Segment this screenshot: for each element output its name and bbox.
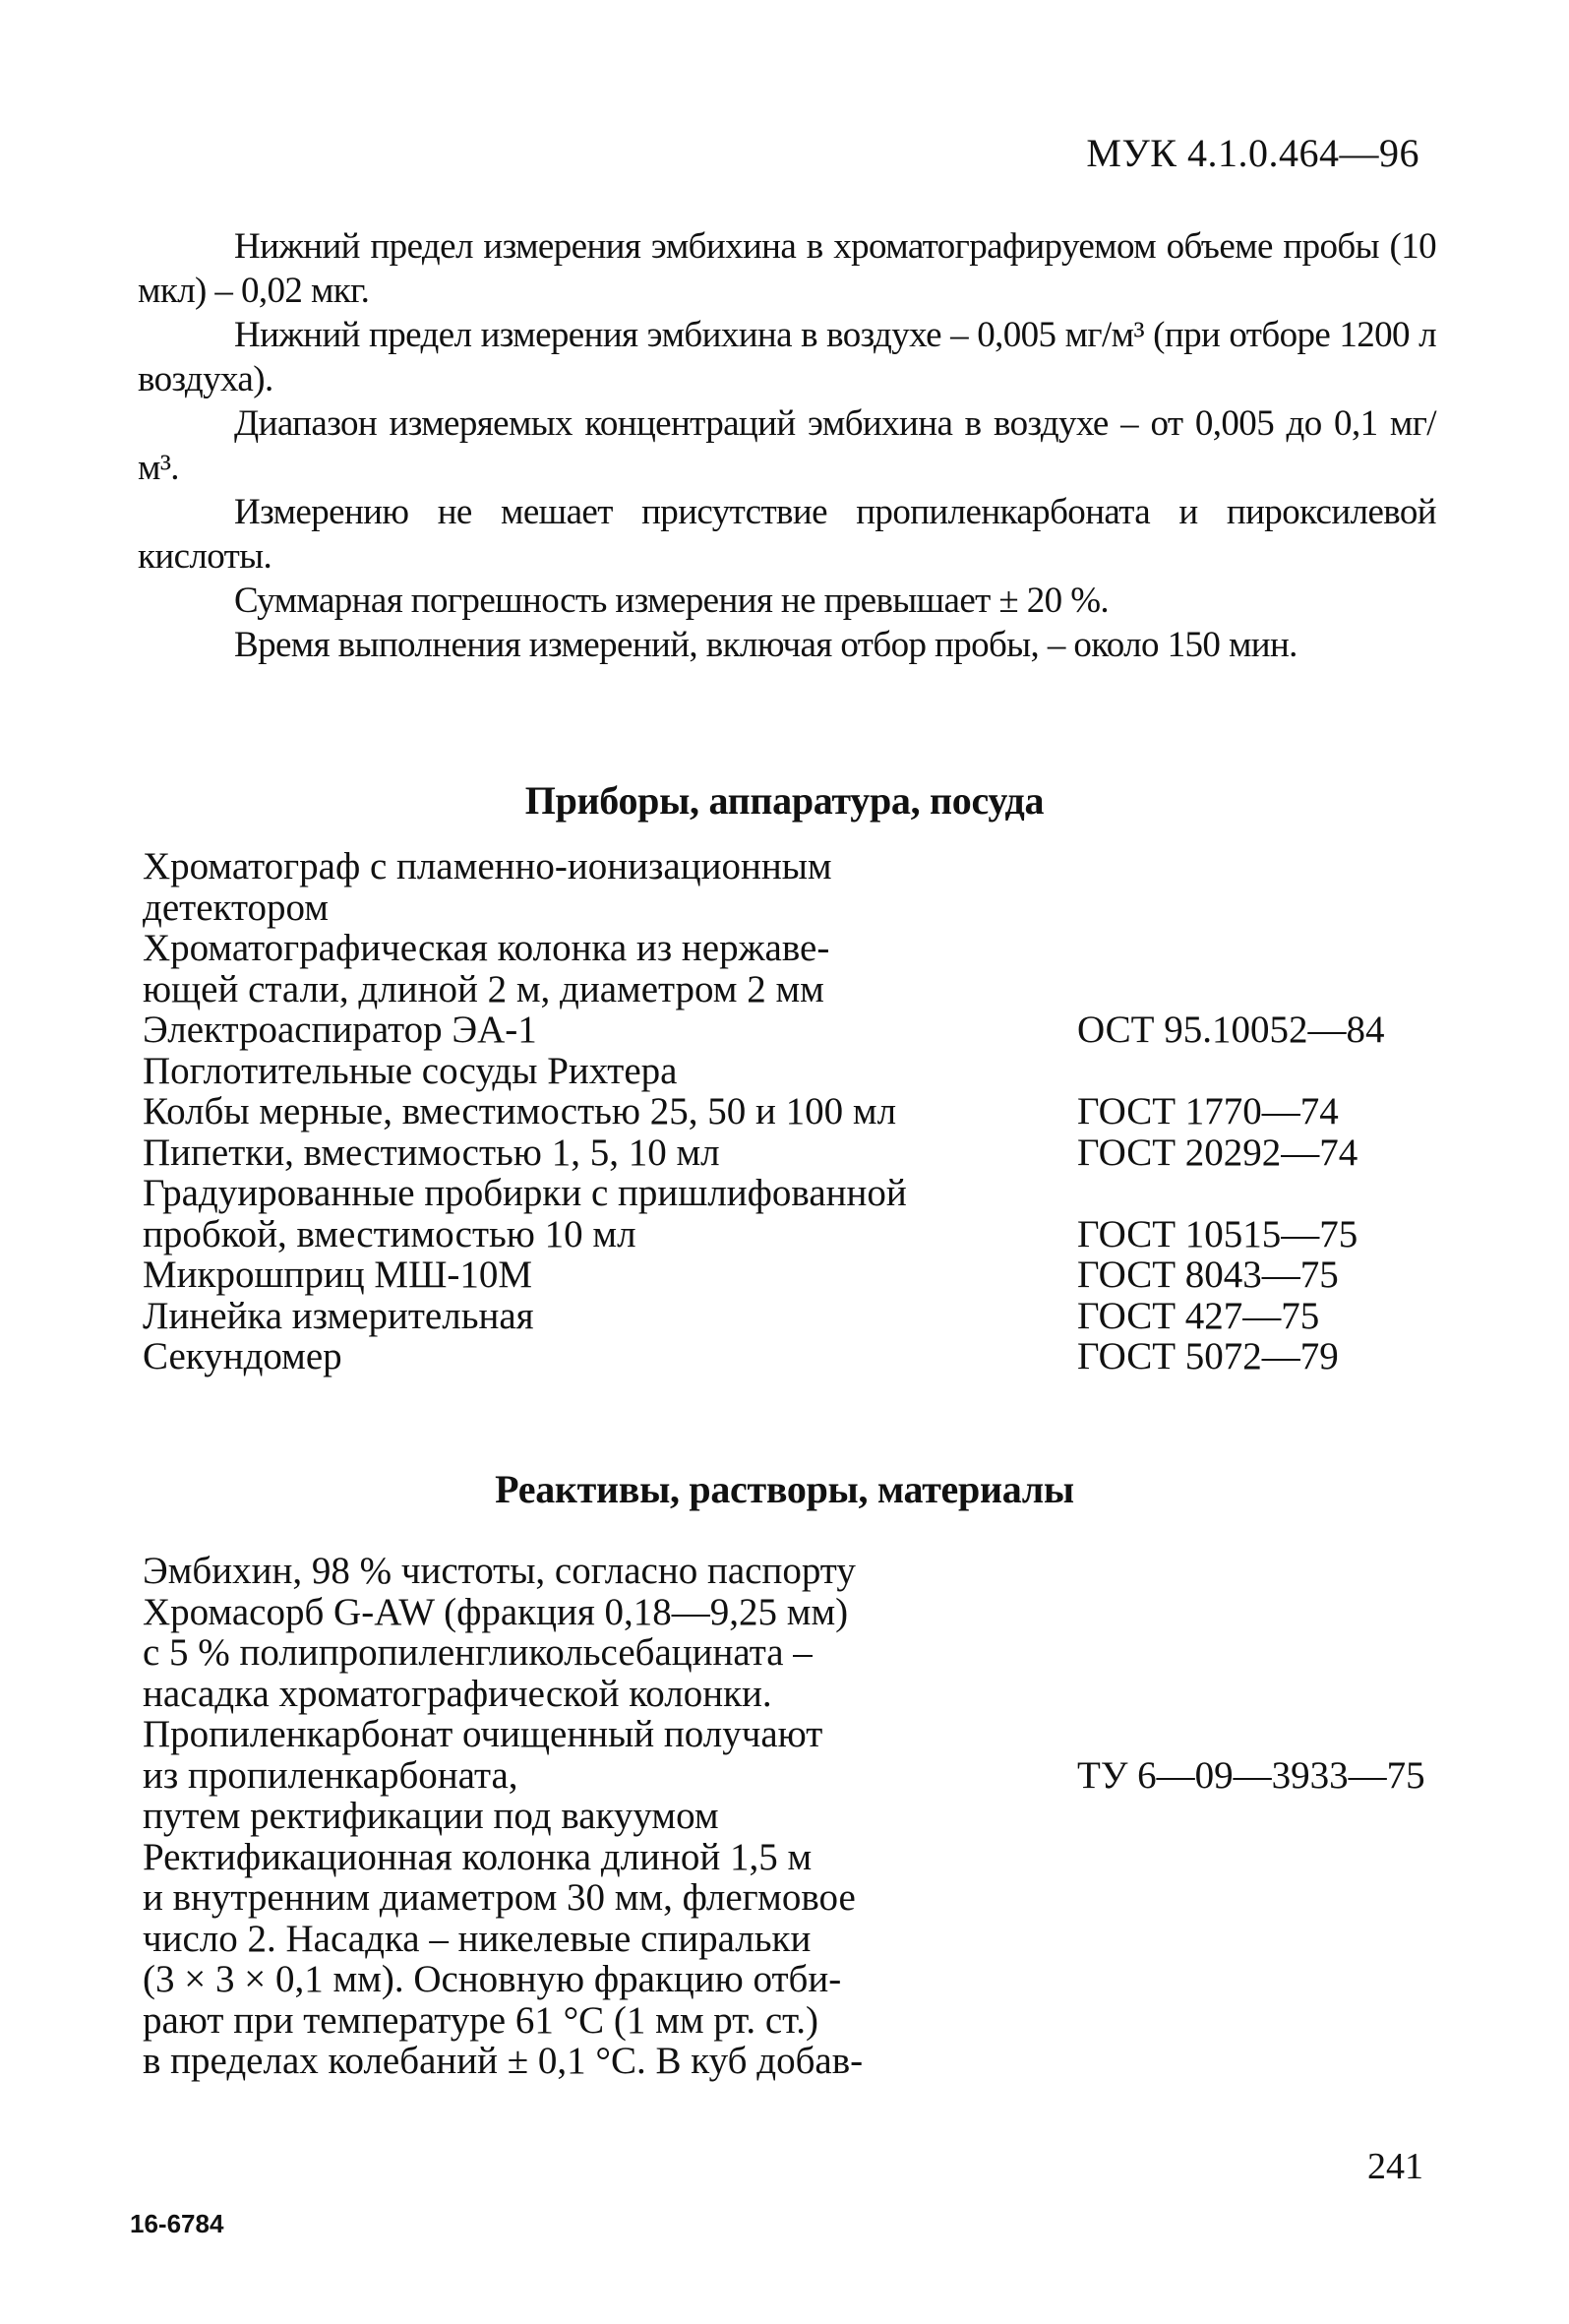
intro-paragraph: Нижний предел измерения эмбихина в воздухе – 0,005 мг/м³ (при отборе 1200 л воздуха). bbox=[138, 315, 1436, 399]
equipment-standard: ОСТ 95.10052—84 bbox=[1077, 1009, 1385, 1051]
equipment-standard: ГОСТ 1770—74 bbox=[1077, 1090, 1339, 1132]
print-code: 16-6784 bbox=[130, 2209, 224, 2238]
equipment-name: пробкой, вместимостью 10 мл bbox=[143, 1212, 636, 1255]
equipment-item bbox=[143, 1336, 1431, 1377]
reagent-line bbox=[143, 1551, 1431, 1592]
reagent-text: из пропиленкарбоната, bbox=[143, 1753, 518, 1797]
equipment-name: Хроматограф с пламенно-ионизационным bbox=[143, 845, 832, 887]
equipment-item bbox=[143, 846, 1431, 928]
reagent-line bbox=[143, 1919, 1431, 1960]
equipment-item bbox=[143, 1132, 1431, 1174]
equipment-standard: ГОСТ 5072—79 bbox=[1077, 1335, 1339, 1377]
reagent-text: с 5 % полипропиленгликольсебацината – bbox=[143, 1631, 813, 1674]
reagent-line bbox=[143, 1674, 1431, 1715]
equipment-name: Хроматографическая колонка из нержаве- bbox=[143, 927, 830, 969]
intro-paragraph: Диапазон измеряемых концентраций эмбихина в воздухе – от 0,005 до 0,1 мг/м³. bbox=[138, 403, 1436, 488]
equipment-standard: ГОСТ 20292—74 bbox=[1077, 1131, 1358, 1174]
equipment-list bbox=[143, 846, 1431, 1377]
intro-paragraph: Время выполнения измерений, включая отбор пробы, – около 150 мин. bbox=[234, 625, 1297, 665]
equipment-heading: Приборы, аппаратура, посуда bbox=[524, 778, 1045, 823]
equipment-name: Секундомер bbox=[143, 1335, 342, 1377]
equipment-name: детектором bbox=[143, 886, 329, 929]
reagent-text: насадка хроматографической колонки. bbox=[143, 1672, 772, 1715]
equipment-name: Поглотительные сосуды Рихтера bbox=[143, 1049, 678, 1092]
reagents-list bbox=[143, 1551, 1431, 2082]
reagent-line bbox=[143, 1714, 1431, 1755]
reagent-line bbox=[143, 2041, 1431, 2082]
reagent-text: Эмбихин, 98 % чистоты, согласно паспорту bbox=[143, 1550, 856, 1592]
equipment-item bbox=[143, 1173, 1431, 1254]
reagent-line bbox=[143, 1755, 1431, 1797]
equipment-standard: ГОСТ 10515—75 bbox=[1077, 1212, 1358, 1255]
page-number: 241 bbox=[1367, 2146, 1423, 2187]
reagent-line bbox=[143, 2000, 1431, 2042]
reagent-line bbox=[143, 1837, 1431, 1878]
reagent-text: в пределах колебаний ± 0,1 °С. В куб добав- bbox=[143, 2040, 864, 2082]
reagent-line bbox=[143, 1796, 1431, 1837]
reagent-text: рают при температуре 61 °С (1 мм рт. ст.) bbox=[143, 1998, 819, 2042]
reagent-line bbox=[143, 1959, 1431, 2000]
reagent-line bbox=[143, 1877, 1431, 1919]
reagent-text: и внутренним диаметром 30 мм, флегмовое bbox=[143, 1876, 856, 1919]
reagents-heading: Реактивы, растворы, материалы bbox=[495, 1467, 1074, 1511]
equipment-name: Колбы мерные, вместимостью 25, 50 и 100 мл bbox=[143, 1090, 897, 1132]
equipment-standard: ГОСТ 8043—75 bbox=[1077, 1254, 1339, 1296]
reagent-text: (3 × 3 × 0,1 мм). Основную фракцию отби- bbox=[143, 1958, 842, 2000]
reagent-text: число 2. Насадка – никелевые спиральки bbox=[143, 1917, 812, 1960]
equipment-name: Электроаспиратор ЭА-1 bbox=[143, 1009, 537, 1051]
equipment-name: Микрошприц МШ-10М bbox=[143, 1254, 533, 1296]
reagent-text: Ректификационная колонка длиной 1,5 м bbox=[143, 1835, 813, 1878]
reagent-text: Хромасорб G-AW (фракция 0,18—9,25 мм) bbox=[143, 1590, 849, 1633]
equipment-item bbox=[143, 1296, 1431, 1337]
equipment-item bbox=[143, 1091, 1431, 1132]
equipment-standard: ГОСТ 427—75 bbox=[1077, 1294, 1320, 1337]
equipment-item bbox=[143, 1254, 1431, 1296]
equipment-name: Градуированные пробирки с пришлифованной bbox=[143, 1172, 907, 1214]
intro-paragraph: Суммарная погрешность измерения не превышает ± 20 %. bbox=[234, 581, 1110, 621]
reagent-line bbox=[143, 1632, 1431, 1674]
intro-text bbox=[138, 224, 1436, 667]
reagent-text: путем ректификации под вакуумом bbox=[143, 1795, 719, 1837]
intro-paragraph: Измерению не мешает присутствие пропиленкарбоната и пироксилевой кислоты. bbox=[138, 492, 1436, 577]
document-code: МУК 4.1.0.464—96 bbox=[1086, 131, 1419, 175]
reagent-standard: ТУ 6—09—3933—75 bbox=[1077, 1753, 1425, 1797]
reagent-text: Пропиленкарбонат очищенный получают bbox=[143, 1713, 823, 1755]
equipment-name: ющей стали, длиной 2 м, диаметром 2 мм bbox=[143, 967, 824, 1010]
equipment-name: Линейка измерительная bbox=[143, 1294, 534, 1337]
reagent-line bbox=[143, 1592, 1431, 1633]
equipment-name: Пипетки, вместимостью 1, 5, 10 мл bbox=[143, 1131, 720, 1174]
equipment-item bbox=[143, 928, 1431, 1009]
equipment-item bbox=[143, 1051, 1431, 1092]
intro-paragraph: Нижний предел измерения эмбихина в хроматографируемом объеме пробы (10 мкл) – 0,02 мкг. bbox=[138, 226, 1436, 311]
equipment-item bbox=[143, 1009, 1431, 1051]
